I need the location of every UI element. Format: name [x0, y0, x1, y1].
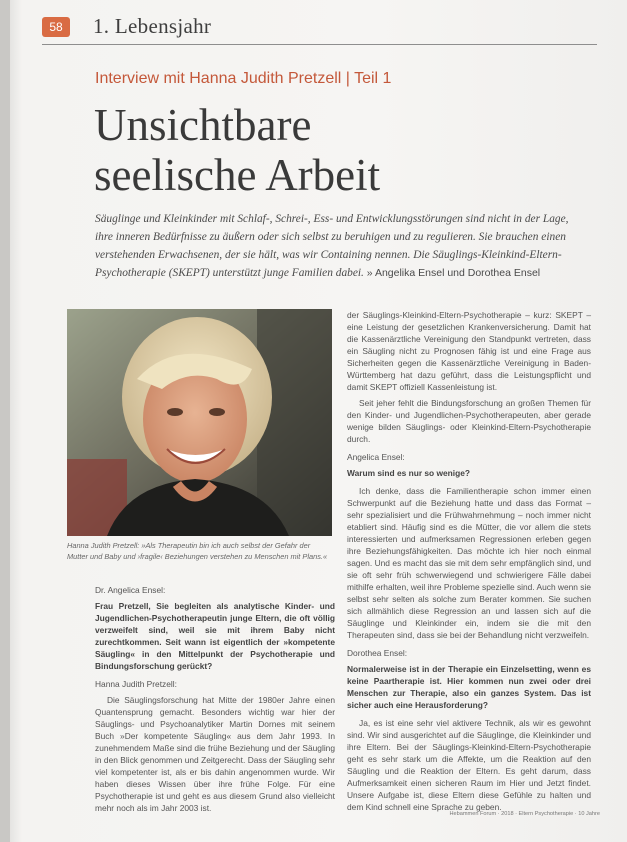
title-line-1: Unsichtbare: [94, 100, 312, 150]
left-text-column: [95, 578, 335, 818]
portrait-photo: [67, 309, 332, 536]
portrait-illustration: [67, 309, 332, 536]
speaker-name: Angelica Ensel:: [347, 452, 405, 462]
article-title: [94, 100, 380, 200]
answer-paragraph: Ich denke, dass die Familientherapie schon immer einen Schwerpunkt auf die Beziehung hatte und dass das Format – sehr spezialisiert und die Frühwahrnehmung – noch immer nicht etabliert sind. Häufig sind es die Mütter, die vor allem die stets interessierten und aufmerksamen Regressionen erleben gegen ihre Beziehungsfähigkeiten. Das möchte ich hier noch einmal sagen. Und es macht das sie mit dem sehr empfänglich sind, und sie oft sehr früh schwerwiegend und schwierigere Fälle dabei mithilfe erhalten, weil ihre Probleme spezielle sind. Auch wenn sie selbst sehr selten als solche zum Berater kommen. Sie suchen sich allmählich diese Regression an und lassen sich auf die Säuglinge und Kleinkinder ein, indem sie die mit den Therapeuten sind, dass sie bei der Behandlung nicht verzweifeln.: [347, 486, 591, 640]
page-fold: [0, 0, 10, 842]
article-subtitle: Interview mit Hanna Judith Pretzell | Teil 1: [95, 70, 392, 87]
right-text-column: [347, 309, 591, 817]
speaker-name: Dorothea Ensel:: [347, 648, 408, 658]
answer-paragraph: Ja, es ist eine sehr viel aktivere Technik, als wir es gewohnt sind. Wir sind ausgerichtet auf die Säuglinge, die Kleinkinder und ihre Eltern. Bei der Säuglings-Kleinkind-Eltern-Psychotherapie geht es sehr stark um die Affekte, um die Reaktion auf den Säugling und die Reaktion der Eltern. Es geht darum, dass Aufmerksamkeit einen sicheren Raum im Hier und Jetzt findet. Unsere Aufgabe ist, diese Eltern diese Gefühle zu halten und dem Kind schnell eine Sprache zu geben.: [347, 718, 591, 812]
lead-text: Säuglinge und Kleinkinder mit Schlaf-, Schrei-, Ess- und Entwicklungsstörungen sind nicht in der Lage, ihre inneren Bedürfnisse zu äußern oder sich selbst zu beruhigen und zu regulieren. Sie brauchen einen verstehenden Erwachsenen, der sie hält, was wir Containing nennen. Die Säuglings-Kleinkind-Eltern-Psychotherapie (SKEPT) unterstützt junge Familien dabei.: [95, 213, 569, 279]
body-paragraph: der Säuglings-Kleinkind-Eltern-Psychotherapie – kurz: SKEPT – eine Leistung der gesetzlichen Krankenversicherung. Damit hat die Kassenärztliche Vereinigung den Standpunkt vertreten, dass ein Säugling nicht zu Prognosen fähig ist und eine Frage aus Sicherheiten gegen die Kassenärztliche Vereinigung in Baden-Württemberg hat dazu geführt, dass die Leistungspflicht und damit SKEPT offiziell Kassenleistung ist.: [347, 310, 591, 392]
interview-question: Frau Pretzell, Sie begleiten als analytische Kinder- und Jugendlichen-Psychotherapeutin junge Eltern, die oft völlig verzweifelt sind, weil sie mit ihrem Baby nicht zurechtkommen. Seit wann ist eigentlich der »kompetente Säugling« in den Mittelpunkt der Psychotherapie und Bindungsforschung gerückt?: [95, 601, 335, 671]
interview-question: Normalerweise ist in der Therapie ein Einzelsetting, wenn es keine Paartherapie ist. Hier kommen nun zwei oder drei Menschen zur Therapie, also ein ganzes System. Das ist sicher auch eine Herausforderung?: [347, 664, 591, 710]
lead-authors: » Angelika Ensel und Dorothea Ensel: [366, 267, 541, 279]
answer-paragraph: Die Säuglingsforschung hat Mitte der 1980er Jahre einen Quantensprung gemacht. Besonders wichtig war hier der Säuglings- und Psychoanalytiker Martin Dornes mit seinem Buch »Der kompetente Säugling« aus dem Jahr 1993. In zunehmendem Maße sind die frühe Beziehung und der Säugling in den Blick genommen und Zeitgerecht. Dass der Säugling sehr viel kompetenter ist, als er bis dahin angenommen wurde. Wir haben dieses Wissen über ihre frühe Folge. Für eine Psychotherapie ist und geht es aus diesem Grund also vielleicht mehr noch als im Jahr 2003 ist.: [95, 695, 335, 813]
speaker-name: Dr. Angelica Ensel:: [95, 585, 166, 595]
body-paragraph: Seit jeher fehlt die Bindungsforschung an großen Themen für den Kinder- und Jugendlichen-Psychotherapeuten, aber gerade wenige bilden Säuglings- oder Kleinkind-Eltern-Psychotherapie durch.: [347, 398, 591, 444]
page-number-badge: 58: [42, 17, 70, 37]
section-title: 1. Lebensjahr: [93, 14, 212, 38]
title-line-2: seelische Arbeit: [94, 150, 381, 200]
page-footer: Hebammen Forum · 2018 · Eltern Psychotherapie · 10 Jahre: [449, 811, 600, 817]
header-divider: [42, 44, 597, 45]
interview-question: Warum sind es nur so wenige?: [347, 468, 471, 478]
speaker-name: Hanna Judith Pretzell:: [95, 679, 177, 689]
lead-paragraph: [95, 210, 585, 282]
photo-caption: Hanna Judith Pretzell: »Als Therapeutin bin ich auch selbst der Gefahr der Mutter und Baby und ›fragile‹ Beziehungen verstehen zu Menschen mit Plans.«: [67, 541, 328, 561]
